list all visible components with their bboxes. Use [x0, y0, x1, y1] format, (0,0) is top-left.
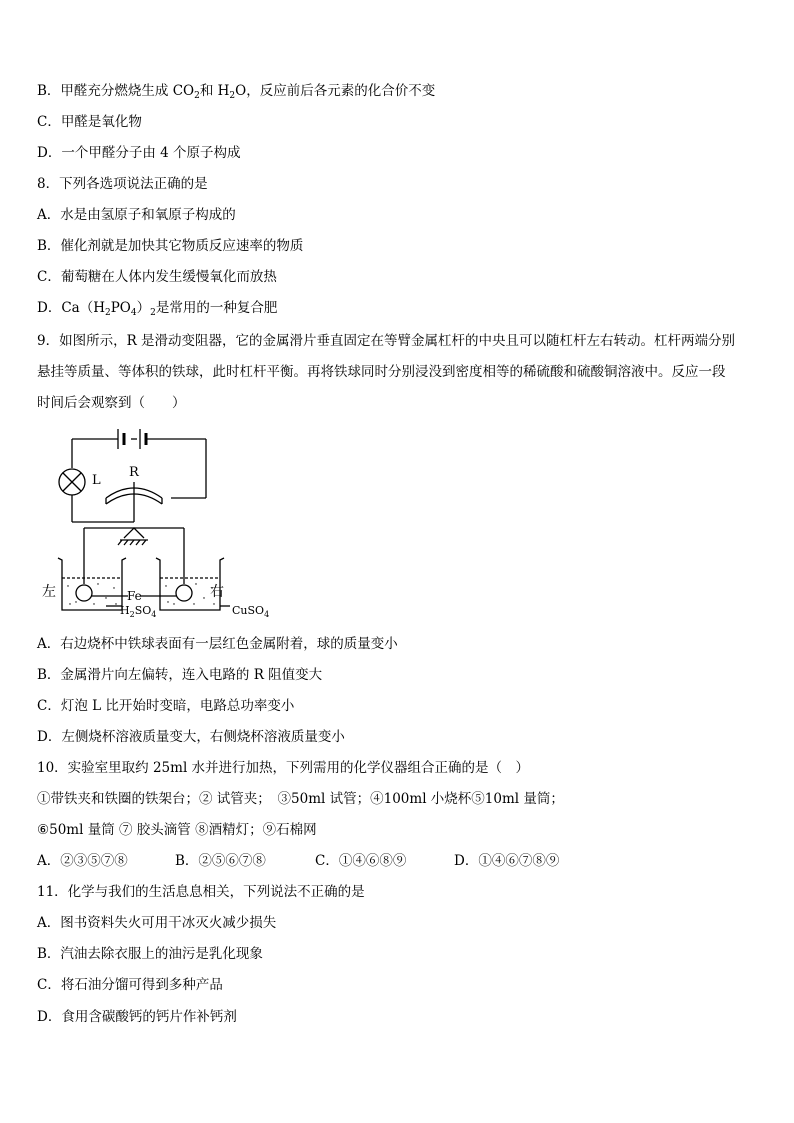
q8-option-c: C．葡萄糖在人体内发生缓慢氧化而放热 [37, 269, 277, 285]
q9-stem-line2: 悬挂等质量、等体积的铁球，此时杠杆平衡。再将铁球同时分别浸没到密度相等的稀硫酸和硫酸铜溶液中。反应一段 [37, 364, 726, 380]
q11-option-c: C．将石油分馏可得到多种产品 [37, 977, 223, 993]
q11-stem: 11．化学与我们的生活息息相关，下列说法不正确的是 [37, 884, 365, 900]
q8-option-d: D．$Ca(H_2PO_4)_2$是常用的一种复合肥 [37, 300, 278, 318]
q7-option-d: D．一个甲醛分子由 4 个原子构成 [37, 145, 241, 161]
figure-label-h2so4: $H_2SO_4$ [120, 604, 157, 619]
q9-option-d: D．左侧烧杯溶液质量变大，右侧烧杯溶液质量变小 [37, 729, 345, 745]
q8-option-b: B．催化剂就是加快其它物质反应速率的物质 [37, 238, 304, 254]
q10-option-b: B．②⑤⑥⑦⑧ [175, 853, 266, 869]
q9-circuit-figure [36, 420, 286, 620]
q9-stem-line1: 9．如图所示，R 是滑动变阻器，它的金属滑片垂直固定在等臂金属杠杆的中央且可以随杠杆左右转动。杠杆两端分别 [37, 333, 736, 349]
q9-option-c: C．灯泡 L 比开始时变暗，电路总功率变小 [37, 698, 295, 714]
q7-option-b: B．甲醛充分燃烧生成 $CO_2$和 $H_2O$，反应前后各元素的化合价不变 [37, 83, 436, 101]
q10-option-d: D．①④⑥⑦⑧⑨ [454, 853, 560, 869]
figure-label-cuso4: CuSO$_4$ [232, 604, 270, 619]
q10-option-c: C．①④⑥⑧⑨ [315, 853, 407, 869]
q8-stem: 8．下列各选项说法正确的是 [37, 176, 208, 192]
q9-option-b: B．金属滑片向左偏转，连入电路的 R 阻值变大 [37, 667, 323, 683]
figure-label-right: 右 [210, 584, 224, 600]
q10-stem: 10．实验室里取约 25ml 水并进行加热，下列需用的化学仪器组合正确的是（ ） [37, 760, 530, 776]
q10-list-line2: ⑥50ml 量筒 ⑦ 胶头滴管 ⑧酒精灯；⑨石棉网 [37, 822, 317, 838]
q9-stem-line3: 时间后会观察到（ ） [37, 395, 186, 411]
q10-list-line1: ①带铁夹和铁圈的铁架台；② 试管夹； ③50ml 试管；④100ml 小烧杯⑤10ml 量筒； [37, 791, 564, 807]
q11-option-b: B．汽油去除衣服上的油污是乳化现象 [37, 946, 263, 962]
figure-label-rheostat: R [129, 465, 139, 480]
q7-option-c: C．甲醛是氧化物 [37, 114, 142, 130]
figure-label-lamp: L [92, 473, 101, 488]
q10-option-a: A．②③⑤⑦⑧ [37, 853, 128, 869]
q11-option-a: A．图书资料失火可用干冰灭火减少损失 [37, 915, 277, 931]
figure-label-fe: Fe [127, 589, 142, 603]
q9-option-a: A．右边烧杯中铁球表面有一层红色金属附着，球的质量变小 [37, 636, 398, 652]
q11-option-d: D．食用含碳酸钙的钙片作补钙剂 [37, 1009, 237, 1025]
q8-option-a: A．水是由氢原子和氧原子构成的 [37, 207, 236, 223]
figure-label-left: 左 [42, 584, 56, 600]
